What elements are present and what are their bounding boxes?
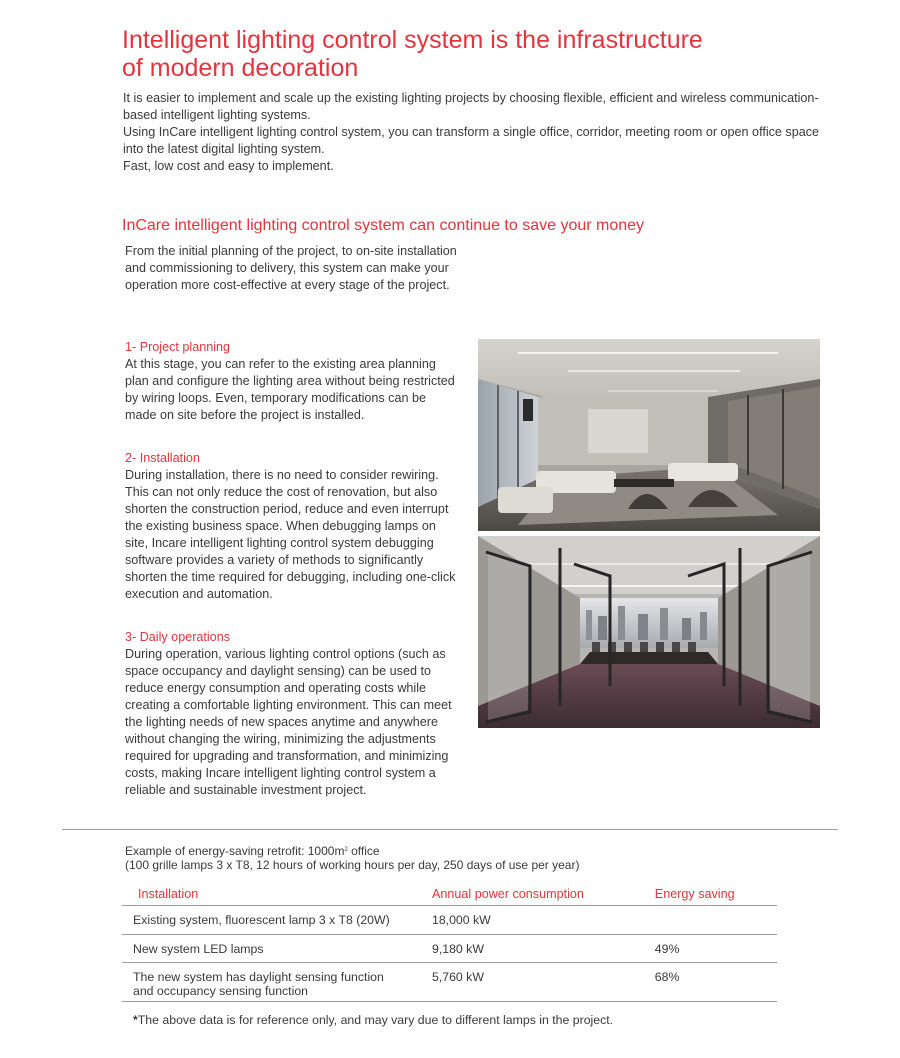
meeting-room-photo xyxy=(478,536,820,728)
example-line-1-prefix: Example of energy-saving retrofit: 1000m xyxy=(125,844,345,858)
step-title: 1- Project planning xyxy=(125,340,231,354)
office-lounge-illustration xyxy=(478,339,820,531)
step-installation xyxy=(125,450,460,603)
page-title xyxy=(122,26,822,82)
intro-paragraph-3: Fast, low cost and easy to implement. xyxy=(123,159,334,173)
cell-installation-line-1: The new system has daylight sensing function xyxy=(133,970,384,984)
step-body: During operation, various lighting control options (such as space occupancy and daylight sensing) can be used to reduce energy consumption and operating costs while creating a comfortable lighting environment. This can meet the lighting needs of new spaces anytime and anywhere without changing the wiring, minimizing the adjustments required for upgrading and transformation, and minimizing costs, making Incare intelligent lighting control system a reliable and sustainable investment project. xyxy=(125,647,452,797)
cell-consumption: 9,180 kW xyxy=(432,935,655,963)
step-project-planning xyxy=(125,339,460,424)
table-row xyxy=(122,906,777,935)
table-row xyxy=(122,935,777,963)
cell-installation-line-2: and occupancy sensing function xyxy=(133,984,309,998)
page-title-line-2: of modern decoration xyxy=(122,54,359,82)
retrofit-example xyxy=(125,844,825,872)
intro-text xyxy=(123,90,823,175)
cell-installation: Existing system, fluorescent lamp 3 x T8 (20W) xyxy=(122,906,432,935)
meeting-room-illustration xyxy=(478,536,820,728)
table-row xyxy=(122,963,777,1002)
cell-saving: 68% xyxy=(655,963,777,1002)
step-daily-operations xyxy=(125,629,460,799)
example-line-2: (100 grille lamps 3 x T8, 12 hours of working hours per day, 250 days of use per year) xyxy=(125,858,580,872)
example-line-1-suffix: office xyxy=(347,844,380,858)
header-installation: Installation xyxy=(138,886,199,901)
step-title: 3- Daily operations xyxy=(125,630,230,644)
step-body: During installation, there is no need to consider rewiring. This can not only reduce the cost of renovation, but also shorten the construction period, reduce and even interrupt the existing business space. When debugging lamps on site, Incare intelligent lighting control system debugging software provides a variety of methods to significantly shorten the time required for debugging, including one-click execution and automation. xyxy=(125,468,456,601)
intro-paragraph-1: It is easier to implement and scale up the existing lighting projects by choosing flexible, efficient and wireless communication-based intelligent lighting systems. xyxy=(123,91,819,122)
intro-paragraph-2: Using InCare intelligent lighting control system, you can transform a single office, corridor, meeting room or open office space into the latest digital lighting system. xyxy=(123,125,820,156)
step-body: At this stage, you can refer to the existing area planning plan and configure the lighting area without being restricted by wiring loops. Even, temporary modifications can be made on site before the project is installed. xyxy=(125,357,455,422)
section-description: From the initial planning of the project, to on-site installation and commissioning to delivery, this system can make your operation more cost-effective at every stage of the project. xyxy=(125,244,457,292)
footnote xyxy=(133,1013,833,1027)
cell-saving xyxy=(655,906,777,935)
table-header-row xyxy=(122,882,777,906)
header-annual-consumption: Annual power consumption xyxy=(431,886,584,901)
cell-installation: New system LED lamps xyxy=(122,935,432,963)
section-divider xyxy=(62,829,838,830)
cell-installation xyxy=(122,963,432,1002)
step-title: 2- Installation xyxy=(125,451,200,465)
cell-consumption: 5,760 kW xyxy=(432,963,655,1002)
header-energy-saving: Energy saving xyxy=(654,886,735,901)
example-line-1 xyxy=(125,844,825,858)
page-title-line-1: Intelligent lighting control system is the infrastructure xyxy=(122,26,703,54)
cell-consumption: 18,000 kW xyxy=(432,906,655,935)
energy-saving-table xyxy=(122,882,777,1002)
footnote-text: The above data is for reference only, and may vary due to different lamps in the project. xyxy=(137,1013,614,1027)
cell-saving: 49% xyxy=(655,935,777,963)
section-title: InCare intelligent lighting control system can continue to save your money xyxy=(122,217,645,234)
footnote-mark: * xyxy=(133,1013,138,1027)
example-superscript: 2 xyxy=(344,847,348,853)
office-lounge-photo xyxy=(478,339,820,531)
